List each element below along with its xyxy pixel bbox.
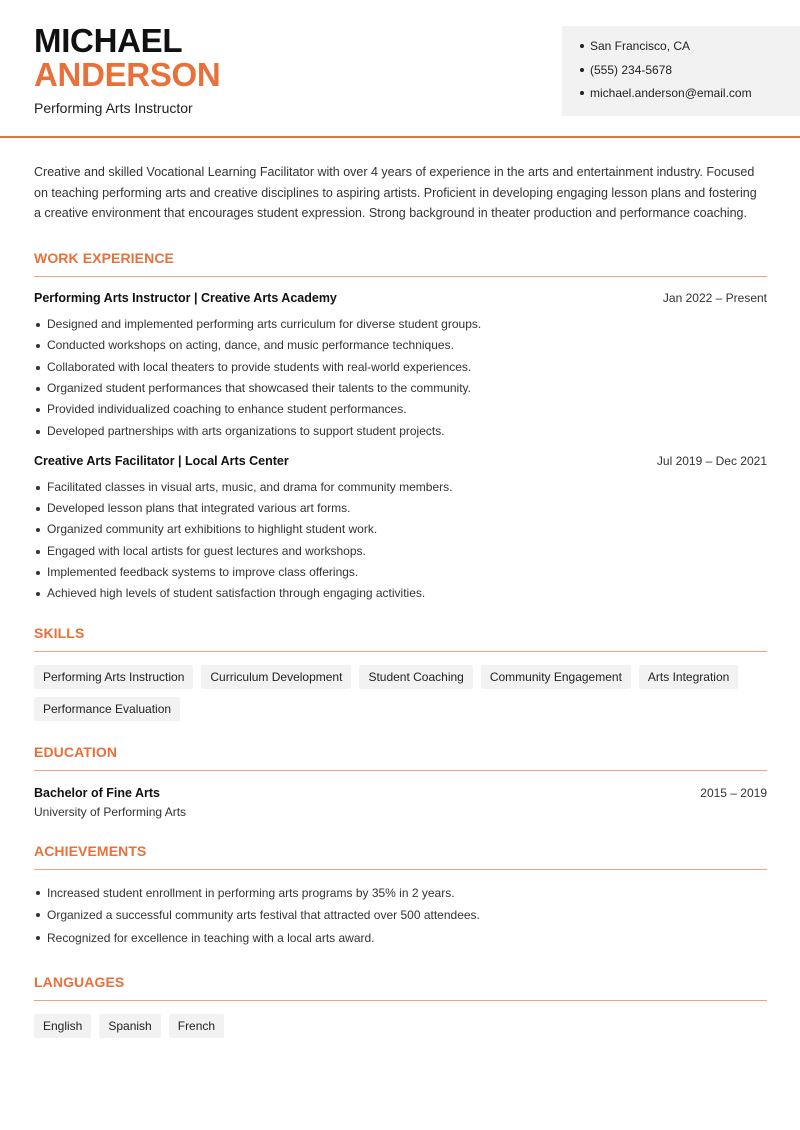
section-title-education: EDUCATION <box>34 744 767 771</box>
section-title-languages: LANGUAGES <box>34 974 767 1001</box>
job-bullet: Collaborated with local theaters to provide students with real-world experiences. <box>34 357 767 378</box>
languages-list <box>34 1014 767 1038</box>
section-title-work: WORK EXPERIENCE <box>34 250 767 277</box>
school-name: University of Performing Arts <box>34 804 187 819</box>
section-title-skills: SKILLS <box>34 625 767 652</box>
resume-header <box>0 0 800 138</box>
job-bullets <box>34 314 767 442</box>
job-bullet: Developed lesson plans that integrated various art forms. <box>34 498 767 519</box>
skill-tag: Arts Integration <box>639 665 738 689</box>
job-bullets <box>34 477 767 605</box>
job-role: Performing Arts Instructor | Creative Arts Academy <box>34 291 337 306</box>
summary: Creative and skilled Vocational Learning Facilitator with over 4 years of experience in the arts and entertainment industry. Focused on teaching performing arts and creative disciplines to aspiring artists. Proficient in developing engaging lesson plans and fostering a creative environment that encourages student expression. Strong background in theater production and performance coaching. <box>34 165 757 221</box>
job-entry <box>34 454 767 605</box>
achievement-item: Increased student enrollment in performing arts programs by 35% in 2 years. <box>34 882 767 905</box>
job-bullet: Designed and implemented performing arts curriculum for diverse student groups. <box>34 314 767 335</box>
job-bullet: Achieved high levels of student satisfaction through engaging activities. <box>34 583 767 604</box>
job-role: Creative Arts Facilitator | Local Arts Center <box>34 453 289 468</box>
first-name: MICHAEL <box>34 22 183 59</box>
education-date: 2015 – 2019 <box>700 785 767 800</box>
education-entry <box>34 786 767 800</box>
skills-list <box>34 665 767 721</box>
job-bullet: Organized community art exhibitions to highlight student work. <box>34 519 767 540</box>
last-name: ANDERSON <box>34 56 221 93</box>
language-tag: French <box>169 1014 224 1038</box>
job-bullet: Provided individualized coaching to enhance student performances. <box>34 399 767 420</box>
job-bullet: Conducted workshops on acting, dance, and music performance techniques. <box>34 335 767 356</box>
language-tag: Spanish <box>99 1014 160 1038</box>
achievement-item: Organized a successful community arts festival that attracted over 500 attendees. <box>34 904 767 927</box>
skill-tag: Curriculum Development <box>201 665 351 689</box>
contact-email: michael.anderson@email.com <box>580 83 800 107</box>
skill-tag: Community Engagement <box>481 665 631 689</box>
contact-location: San Francisco, CA <box>580 36 800 60</box>
job-entry <box>34 291 767 442</box>
job-bullet: Engaged with local artists for guest lectures and workshops. <box>34 541 767 562</box>
achievement-item: Recognized for excellence in teaching with a local arts award. <box>34 927 767 950</box>
job-title: Performing Arts Instructor <box>34 100 193 116</box>
skill-tag: Student Coaching <box>359 665 472 689</box>
job-bullet: Facilitated classes in visual arts, music, and drama for community members. <box>34 477 767 498</box>
job-bullet: Implemented feedback systems to improve class offerings. <box>34 562 767 583</box>
job-bullet: Developed partnerships with arts organizations to support student projects. <box>34 421 767 442</box>
contact-phone: (555) 234-5678 <box>580 60 800 84</box>
section-title-achievements: ACHIEVEMENTS <box>34 843 767 870</box>
language-tag: English <box>34 1014 91 1038</box>
achievements-list <box>34 882 767 950</box>
job-date: Jan 2022 – Present <box>662 291 767 306</box>
skill-tag: Performance Evaluation <box>34 697 180 721</box>
job-date: Jul 2019 – Dec 2021 <box>656 453 767 468</box>
resume-body <box>34 162 767 1038</box>
job-bullet: Organized student performances that showcased their talents to the community. <box>34 378 767 399</box>
degree: Bachelor of Fine Arts <box>34 785 160 800</box>
skill-tag: Performing Arts Instruction <box>34 665 193 689</box>
contact-box <box>562 26 800 116</box>
